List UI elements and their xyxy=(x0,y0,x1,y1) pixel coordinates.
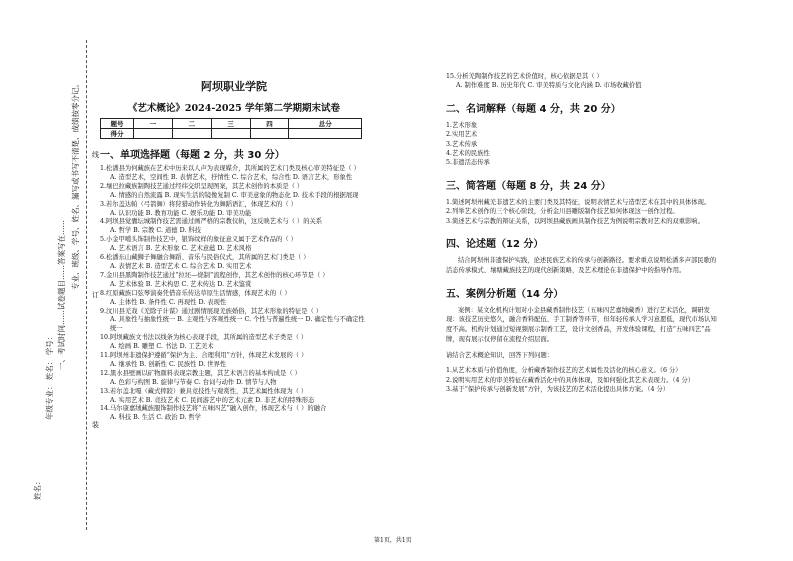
margin-label-staple: 装 xyxy=(92,421,99,429)
question-15: 15.分析羌陶制作技艺的艺术价值时，核心依据是其（ ） xyxy=(446,73,603,80)
score-cell: 二 xyxy=(172,119,211,129)
section3-title: 三、简答题（每题 8 分，共 24 分） xyxy=(446,180,611,192)
score-input-cell[interactable] xyxy=(134,129,173,139)
question-text: 12.黑水县壁画以矿物颜料表现宗教主题，其艺术语言的基本构成是（ ） xyxy=(100,369,301,377)
question-options: A. 科技 B. 生活 C. 政治 D. 哲学 xyxy=(110,414,201,422)
essay-prompt: 结合阿坝州非遗保护实践，论述民族艺术的传承与创新路径。要求重点说明松潘多声部民歌的活态传承模式、壤塘藏族技艺的现代创新策略，及艺术理论在非遗保护中的指导作用。 xyxy=(446,257,717,274)
question-text: 14.马尔康嘉绒藏族服饰制作技艺将“五味四艺”融入创作，体现艺术与（ ）的融合 xyxy=(100,405,327,413)
score-cell: 一 xyxy=(134,119,173,129)
margin-student-info: 年级专业： 姓名： 学号： xyxy=(45,332,54,420)
question-options: A. 主体性 B. 条件性 C. 再现性 D. 表现性 xyxy=(110,298,227,306)
section4-title: 四、论述题（12 分） xyxy=(446,239,544,251)
score-table-score-row xyxy=(101,129,362,139)
term-item: 5.非遗活态传承 xyxy=(446,159,490,167)
question-text: 11.阿坝州非遗保护遵循“保护为主、合理利用”方针，体现艺术发展的（ ） xyxy=(100,352,308,360)
case-question: 1.从艺术本质与价值角度，分析藏香制作技艺的艺术属性及活化的核心意义。（6 分） xyxy=(446,367,682,375)
margin-name-label: 姓名： xyxy=(33,477,42,500)
question-options: A. 情感的自然流露 B. 现实生活的镜像复制 C. 审美意象的物态化 D. 技术手段的根据展现 xyxy=(110,191,359,199)
margin-label-line: 线 xyxy=(92,151,99,159)
short-answer-item: 1.简述阿坝州藏羌非遗艺术的主要门类及其特征，说明表情艺术与造型艺术在其中的具体体现。 xyxy=(446,198,711,206)
margin-label-bind: 订 xyxy=(92,291,99,299)
right-column xyxy=(446,72,718,394)
question-options: A. 色彩与构图 B. 旋律与节奏 C. 台词与动作 D. 情节与人物 xyxy=(110,378,277,386)
score-table xyxy=(100,118,362,139)
question-options: A. 艺术语言 B. 艺术形象 C. 艺术意蕴 D. 艺术风格 xyxy=(110,245,252,253)
short-answer-item: 2.列举艺术创作的三个核心阶段，分析金川县雕版制作技艺如何体现这一创作过程。 xyxy=(446,208,679,216)
question-options: A. 艺术体验 B. 艺术构思 C. 艺术传达 D. 艺术鉴赏 xyxy=(110,280,252,288)
term-item: 1.艺术形象 xyxy=(446,121,478,129)
term-item: 2.实用艺术 xyxy=(446,131,478,139)
term-item: 3.艺术传承 xyxy=(446,140,478,148)
question-text: 4.阿坝县觉囊坛城制作技艺需通过画严格的宗教仪轨，这反映艺术与（ ）的关系 xyxy=(100,218,323,226)
section2-title: 二、名词解释（每题 4 分，共 20 分） xyxy=(446,103,621,115)
question-text: 5.小金甲噶头饰制作技艺中，银饰纹样的象征意义属于艺术作品的（ ） xyxy=(100,236,297,244)
score-cell: 三 xyxy=(211,119,250,129)
case-prompt: 请结合艺术概论知识，回答下列问题： xyxy=(446,351,554,359)
page-footer: 第1页，共1页 xyxy=(374,537,412,544)
question-options: A. 继承性 B. 创新性 C. 民族性 D. 世界性 xyxy=(110,360,227,368)
left-column xyxy=(100,78,368,423)
question-text: 3.若尔盖达帕（弓箭舞）将狩猎动作转化为舞蹈语汇，体现艺术的（ ） xyxy=(100,200,297,208)
section1-question-list xyxy=(100,165,368,423)
question-options: A. 实用艺术 B. 竞技艺术 C. 民间游艺中的艺术元素 D. 非艺术的特殊形态 xyxy=(110,396,315,404)
score-cell: 总分 xyxy=(289,119,362,129)
question-text: 6.松潘东山藏狮子舞融合舞蹈、音乐与民俗仪式，其所属的艺术门类是（ ） xyxy=(100,254,310,262)
question-text: 8.红原藏族口弦琴演奏凭借音乐传达草原生活情感，体现艺术的（ ） xyxy=(100,289,291,297)
score-table-header-row xyxy=(101,119,362,129)
case-question: 3.基于“保护传承与创新发展”方针，为该技艺的艺术活化提出具体方案。（4 分） xyxy=(446,386,670,394)
question-text: 7.金川县黑陶制作技艺通过“拉坯—烧制”流程创作，其艺术创作的核心环节是（ ） xyxy=(100,271,329,279)
question-text: 13.若尔盖北嘎（藏式摔跤）兼具竞技性与观赏性，其艺术属性体现为（ ） xyxy=(100,387,308,395)
score-input-cell[interactable] xyxy=(289,129,362,139)
case-text: 案例：某文化机构计划对小金县藏香制作技艺（五味四艺嘉绒藏香）进行艺术活化，调研发现：该技艺历史悠久，融合香料配伍、手工制香等环节，但年轻传承人学习意愿低，现代市场认知度不高。机构计划通过短视频展示制香工艺，设计文创香品，开发体验课程，打造“五味四艺”品牌，现有展示仅停留在流程介绍层面。 xyxy=(446,306,717,344)
binding-dashed-line xyxy=(86,40,87,530)
margin-note-b: 一、考试时间……试卷题目……答案写在…… xyxy=(57,220,66,370)
question-text: 1.松潘县为何藏族在艺术中历来以人声为表现媒介，其所属的艺术门类及核心审美特征是（ ） xyxy=(100,165,360,172)
term-item: 4.艺术的民族性 xyxy=(446,150,490,158)
question-15-options: A. 制作难度 B. 历史年代 C. 审美特质与文化内涵 D. 市场收藏价值 xyxy=(456,82,642,90)
question-text: 10.阿坝藏族文书法以线条为核心表现手段，其所属的造型艺术子类是（ ） xyxy=(100,334,308,342)
section5-title: 五、案例分析题（14 分） xyxy=(446,288,564,300)
school-name: 阿坝职业学院 xyxy=(201,80,267,93)
case-question: 2.说明实用艺术的审美特征在藏香活化中的具体体现，及如何强化其艺术表现力。（4 分） xyxy=(446,376,695,384)
question-options: A. 认识功能 B. 教育功能 C. 娱乐功能 D. 审美功能 xyxy=(110,209,252,217)
question-options: A. 造型艺术，空间性 B. 表情艺术，抒情性 C. 综合艺术，综合性 D. 语言艺术，形象性 xyxy=(110,173,353,181)
question-options: A. 哲学 B. 宗教 C. 道德 D. 科技 xyxy=(110,227,201,235)
exam-title: 《艺术概论》2024-2025 学年第二学期期末试卷 xyxy=(127,103,341,114)
score-input-cell[interactable] xyxy=(250,129,289,139)
margin-note-a: 专业、班级、学号、姓名、漏写或书写不清楚、成绩按零分记。 xyxy=(71,80,80,290)
score-input-cell[interactable] xyxy=(211,129,250,139)
score-cell: 题号 xyxy=(101,119,134,129)
question-text: 9.汶川县羌戏《羌除子计谋》通过剧情展现羌族婚俗，其艺术形象的特征是（ ） xyxy=(100,307,323,315)
question-options: A. 表情艺术 B. 造型艺术 C. 综合艺术 D. 实用艺术 xyxy=(110,262,252,270)
question-options: A. 绘画 B. 雕塑 C. 书法 D. 工艺美术 xyxy=(110,343,214,351)
question-text: 2.壤巴拉藏族制陶技艺通过经纬交织呈现图案，其艺术创作的本质是（ ） xyxy=(100,182,304,190)
score-cell: 四 xyxy=(250,119,289,129)
score-input-cell[interactable] xyxy=(172,129,211,139)
short-answer-item: 3.简述艺术与宗教的辩证关系，以阿坝县藏族画具制作技艺为例说明宗教对艺术的双重影响。 xyxy=(446,217,704,225)
section1-title: 一、单项选择题（每题 2 分，共 30 分） xyxy=(100,150,285,161)
question-options: A. 具象性与抽象性统一 B. 主观性与客观性统一 C. 个性与普遍性统一 D. 确定性与不确定性统一 xyxy=(110,316,365,333)
score-cell: 得分 xyxy=(101,129,134,139)
